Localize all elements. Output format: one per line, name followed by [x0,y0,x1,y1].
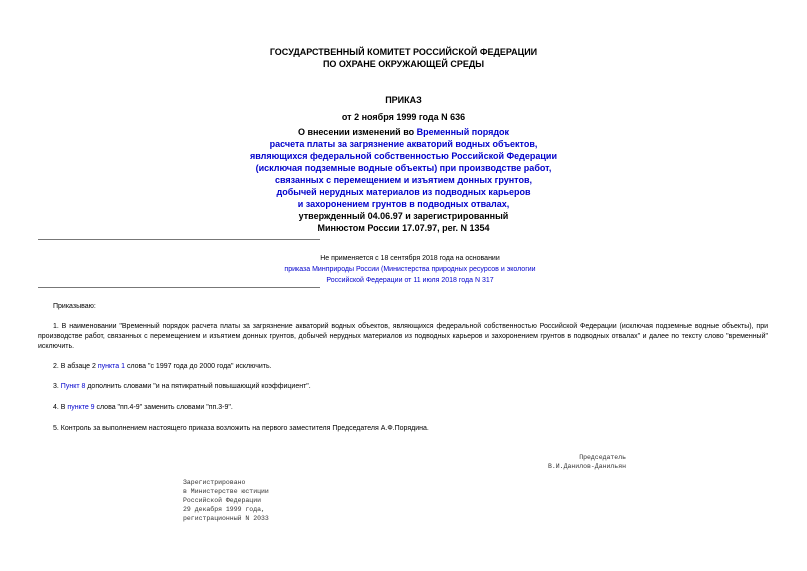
subject-tail-2: Минюстом России 17.07.97, рег. N 1354 [317,223,490,233]
subject-link-line[interactable]: (исключая подземные водные объекты) при производстве работ, [255,163,552,173]
registration-number: регистрационный N 2033 [183,515,269,522]
paragraph-2 [38,362,768,372]
paragraph-4 [38,403,768,413]
subject-tail-1: утвержденный 04.06.97 и зарегистрированный [298,211,509,221]
repeal-note [260,253,560,286]
bottom-divider [38,287,320,288]
registration-line: в Министерстве юстиции [183,488,269,495]
issuing-organization [0,46,807,70]
paragraph-5 [38,424,768,434]
paragraph-2-text: 2. В абзаце 2 [53,363,98,370]
paragraph-2-text: слова "с 1997 года до 2000 года" исключить. [125,363,272,370]
clause-1-link[interactable]: пункта 1 [97,363,126,370]
registration-date: 29 декабря 1999 года, [183,506,265,513]
order-intro [38,302,768,312]
order-subject [0,126,807,234]
paragraph-3 [38,382,768,392]
signatory-role: Председатель [579,454,626,461]
order-title: ПРИКАЗ [385,95,422,105]
paragraph-3-text: 3. [53,383,61,390]
repeal-order-link[interactable]: приказа Минприроды России (Министерства природных ресурсов и экологии [284,266,536,273]
subject-link-line[interactable]: расчета платы за загрязнение акваторий водных объектов, [269,139,538,149]
order-date: от 2 ноября 1999 года N 636 [341,112,466,122]
subject-link-line[interactable]: являющихся федеральной собственностью Российской Федерации [249,151,557,161]
paragraph-3-text: дополнить словами "и на пятикратный повышающий коэффициент". [85,383,311,390]
paragraph-1-text: 1. В наименовании "Временный порядок расчета платы за загрязнение акваторий водных объектов, являющихся федеральной собственностью Российской Федерации (исключая подземные водные объекты), при производстве работ, связанных с перемещением и изъятием донных грунтов, добычей нерудных материалов из подводных карьеров и захоронением грунтов в подводных отвалах" и далее по тексту слово "временный" исключить. [38,323,768,350]
paragraph-4-text: 4. В [53,404,68,411]
subject-link-line[interactable]: связанных с перемещением и изъятием донных грунтов, [275,175,532,185]
intro-text: Приказываю: [53,303,96,310]
registration-line: Зарегистрировано [183,479,246,486]
signature-block [548,453,626,471]
paragraph-5-text: 5. Контроль за выполнением настоящего приказа возложить на первого заместителя Председателя А.Ф.Порядина. [53,425,429,432]
registration-line: Российской Федерации [183,497,262,504]
org-line-2: ПО ОХРАНЕ ОКРУЖАЮЩЕЙ СРЕДЫ [322,59,485,69]
clause-8-link[interactable]: Пункт 8 [60,383,86,390]
subject-prefix: О внесении изменений во [297,127,417,137]
subject-link-line[interactable]: и захоронением грунтов в подводных отвалах, [297,199,510,209]
paragraph-4-text: слова "пп.4-9" заменить словами "пп.3-9". [94,404,233,411]
clause-9-link[interactable]: пункте 9 [67,404,95,411]
subject-line-1 [0,126,807,138]
top-divider [38,239,320,240]
repeal-note-text: Не применяется с 18 сентября 2018 года на основании [320,255,500,262]
temporary-procedure-link[interactable]: Временный порядок [416,127,510,137]
paragraph-1 [38,322,768,352]
repeal-order-link[interactable]: Российской Федерации от 11 июля 2018 года N 317 [326,277,494,284]
subject-link-line[interactable]: добычей нерудных материалов из подводных карьеров [276,187,531,197]
signatory-name: В.И.Данилов-Данильян [547,463,626,470]
registration-block [183,478,269,523]
org-line-1: ГОСУДАРСТВЕННЫЙ КОМИТЕТ РОССИЙСКОЙ ФЕДЕРАЦИИ [269,47,538,57]
